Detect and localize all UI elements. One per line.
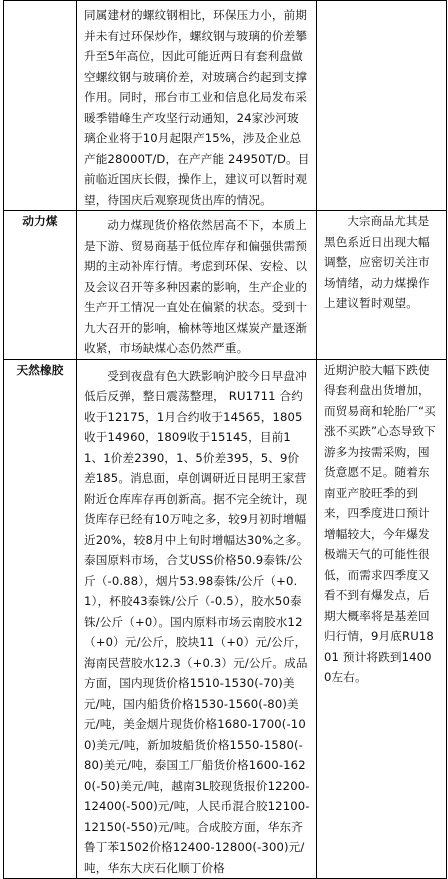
- category-cell: 动力煤: [4, 211, 77, 360]
- commodity-analysis-table: [3, 0, 447, 879]
- outlook-cell: [317, 1, 447, 211]
- market-detail-cell: [77, 211, 317, 360]
- table-row-glass: [4, 1, 447, 211]
- category-cell: [4, 1, 77, 211]
- market-detail-text: 同属建材的螺纹钢相比，环保压力小，前期并未有过环保炒作，螺纹钢与玻璃的价差攀升至5年高位，因此可能近两日有套利盘做空螺纹钢与玻璃价差，对玻璃合约起到支撑作用。同时，邢台市工业和信息化局发布采暖季错峰生产攻坚行动通知，24家沙河玻璃企业将于10月起限产15%，涉及企业总产能28000T/D，在产产能 24950T/D。目前临近国庆长假，操作上，建议可以暂时观望，待国庆后观察现货出库的情况。: [84, 8, 310, 207]
- outlook-text: 大宗商品尤其是黑色系近日出现大幅调整，应密切关注市场情绪，动力煤操作上建议暂时观望。: [324, 214, 430, 310]
- market-detail-text: 受到夜盘有色大跌影响沪胶今日早盘冲低后反弹，整日震荡整理， RU1711 合约收于12175，1月合约收于14565，1805收于14960，1809收于15145，目前11、1价差2390，1、5价差395，5、9价差185。消息面，卓创调研近日昆明王家营附近仓库库存再创新高。据不完全统计，现货库存已经有10万吨之多，较9月初时增幅近20%，较8月中上旬时增幅达30%之多。泰国原料市场，合艾USS价格50.9泰铢/公斤（-0.88），烟片53.98泰铢/公斤（+0.1），杯胶43泰铢/公斤（-0.5），胶水50泰铢/公斤（+0）。国内原料市场云南胶水12（+0）元/公斤，胶块11（+0）元/公斤，海南民营胶水12.3（+0.3）元/公斤。成品方面，国内现货价格1510-1530(-70)美元/吨，国内船货价格1530-1560(-80)美元/吨，美金烟片现货价格1680-1700(-100)美元/吨，新加坡船货价格1550-1580(-80)美元/吨，泰国工厂船货价格1600-1620(-50)美元/吨，越南3L胶现货报价12200-12400(-500)元/吨，人民币混合胶12100-12150(-550)元/吨。合成胶方面，华东齐鲁丁苯1502价格12400-12800(-300)元/吨，华东大庆石化顺丁价格: [84, 368, 310, 875]
- market-detail-cell: [77, 1, 317, 211]
- outlook-text: 近期沪胶大幅下跌使得套利盘出货增加，而贸易商和轮胎厂“买涨不买跌”心态导致下游多为按需采购，囤货意愿不足。随着东南亚产胶旺季的到来，四季度进口预计增幅较大，今年爆发极端天气的可能性很低，而需求四季度又看不到有爆发点，后期大概率将是基差回归行情，9月底RU1801 预计将跌到14000左右。: [324, 362, 436, 684]
- category-cell: 天然橡胶: [4, 359, 77, 879]
- table-row-natural-rubber: [4, 359, 447, 879]
- table-row-thermal-coal: [4, 211, 447, 360]
- outlook-cell: [317, 211, 447, 360]
- market-detail-text: 动力煤现货价格依然居高不下，本质上是下游、贸易商基于低位库存和偏强供需预期的主动补库行情。考虑到环保、安检、以及会议召开等多种因素的影响，生产企业的生产开工情况一直处在偏紧的状态。受到十九大召开的影响，榆林等地区煤炭产量逐渐收紧，市场缺煤心态仍然严重。: [84, 218, 308, 355]
- outlook-cell: [317, 359, 447, 879]
- market-detail-cell: [77, 359, 317, 879]
